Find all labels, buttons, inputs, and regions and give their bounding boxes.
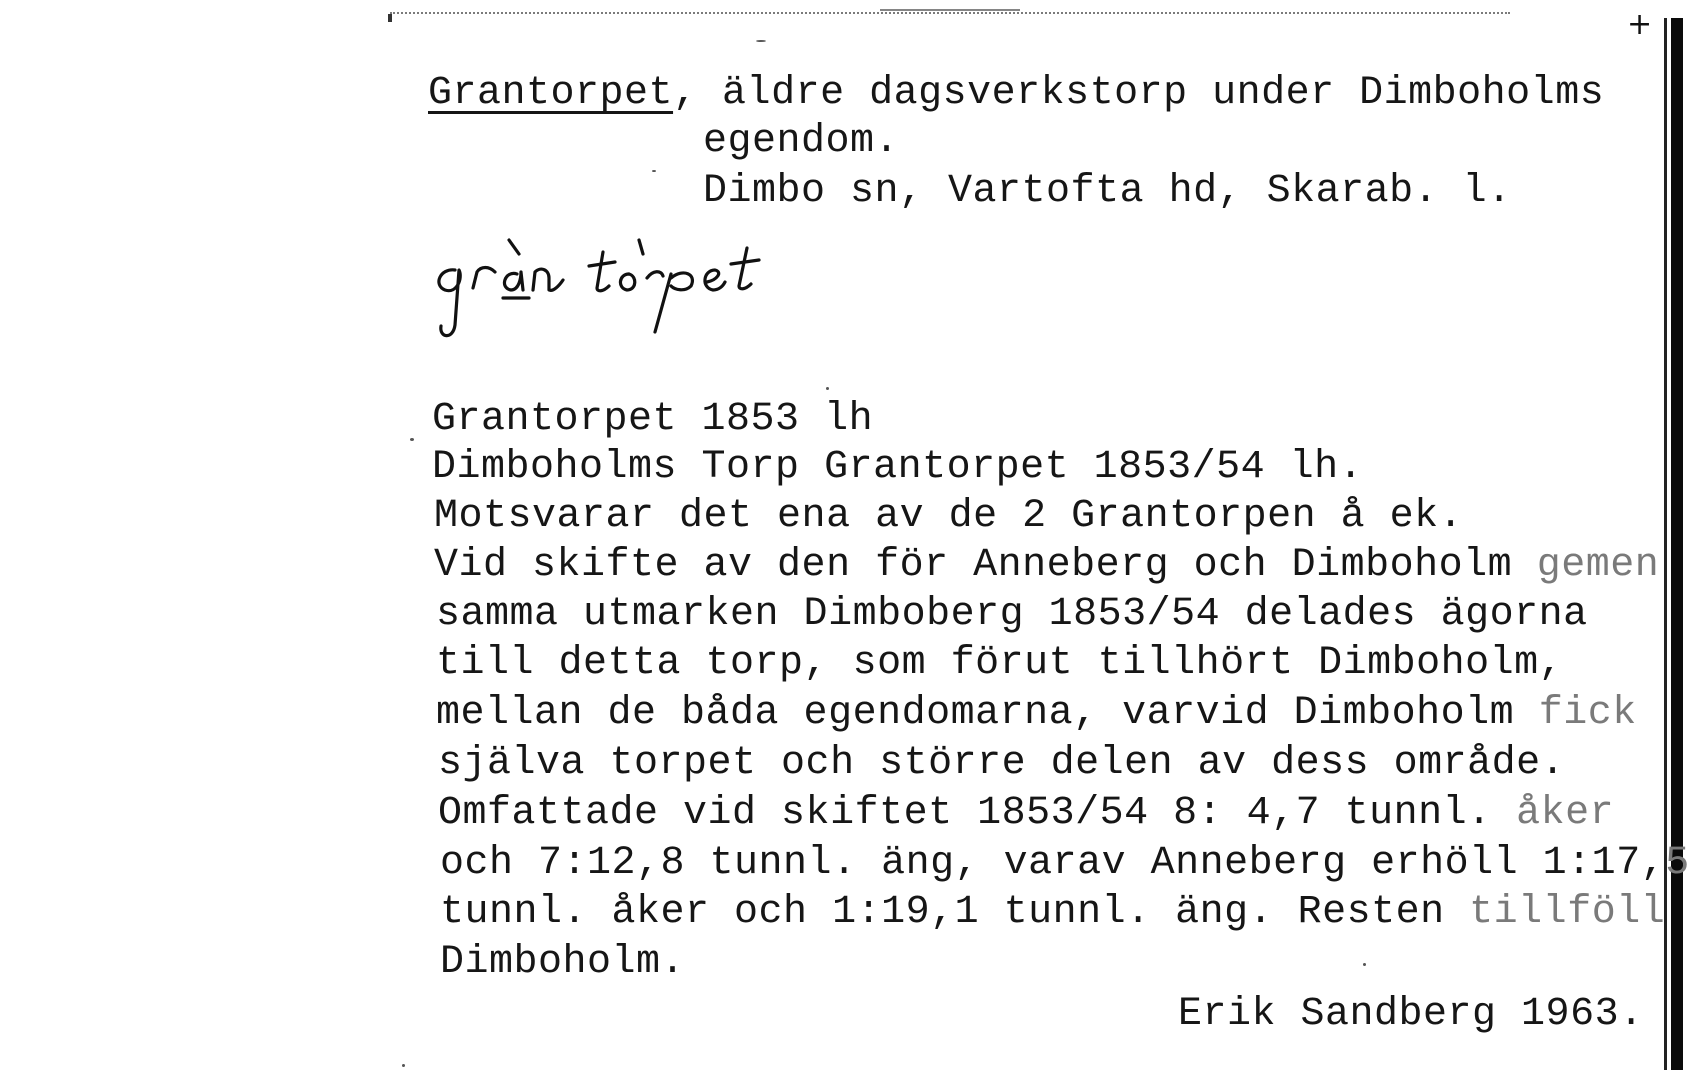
- card-right-edge: [1671, 18, 1683, 1070]
- body-line-12: Dimboholm.: [440, 940, 686, 985]
- scan-edge-tick: [388, 14, 392, 22]
- body-line-3: Motsvarar det ena av de 2 Grantorpen å ek.: [434, 494, 1464, 539]
- body-line-8: själva torpet och större delen av dess område.: [438, 741, 1566, 786]
- body-line-9-text: Omfattade vid skiftet 1853/54 8: 4,7 tunnl.: [438, 791, 1517, 836]
- body-line-10-text: och 7:12,8 tunnl. äng, varav Anneberg erhöll 1:17,: [440, 841, 1666, 886]
- scan-speck: [756, 40, 766, 42]
- body-line-10-faded: 5: [1665, 841, 1690, 886]
- body-line-11-text: tunnl. åker och 1:19,1 tunnl. äng. Resten: [440, 890, 1470, 935]
- body-line-4: [434, 542, 1659, 590]
- signature: Erik Sandberg 1963.: [1178, 992, 1644, 1037]
- body-line-5: samma utmarken Dimboberg 1853/54 delades ägorna: [436, 592, 1588, 637]
- scan-speck: [1363, 963, 1366, 966]
- heading-location: Dimbo sn, Vartofta hd, Skarab. l.: [703, 169, 1512, 214]
- scan-speck: [652, 170, 656, 172]
- body-line-7: [436, 690, 1637, 738]
- scan-edge-top: [390, 12, 1510, 17]
- body-line-10: [440, 840, 1690, 888]
- body-line-7-faded: fick: [1538, 691, 1637, 736]
- body-line-9: [438, 790, 1614, 838]
- body-line-2: Dimboholms Torp Grantorpet 1853/54 lh.: [432, 445, 1364, 490]
- scan-speck: [402, 1064, 405, 1067]
- scan-speck: [826, 387, 829, 390]
- corner-plus-mark: +: [1627, 7, 1653, 42]
- body-line-11: [440, 889, 1665, 937]
- body-line-11-faded: tillföll: [1469, 890, 1666, 935]
- place-name: Grantorpet: [428, 71, 674, 116]
- body-line-1: Grantorpet 1853 lh: [432, 397, 874, 442]
- heading-line-1: [428, 70, 1604, 118]
- body-line-4-faded: gemen: [1536, 543, 1660, 588]
- heading-description: , äldre dagsverkstorp under Dimboholms: [673, 71, 1605, 116]
- handwritten-annotation: [425, 230, 825, 350]
- body-line-7-text: mellan de båda egendomarna, varvid Dimboholm: [436, 691, 1539, 736]
- scan-edge-top-dash: [880, 9, 1020, 11]
- scan-speck: [410, 438, 414, 441]
- body-line-6: till detta torp, som förut tillhört Dimboholm,: [436, 641, 1564, 686]
- heading-line-2: egendom.: [703, 119, 900, 164]
- body-line-4-text: Vid skifte av den för Anneberg och Dimboholm: [434, 543, 1537, 588]
- body-line-9-faded: åker: [1516, 791, 1615, 836]
